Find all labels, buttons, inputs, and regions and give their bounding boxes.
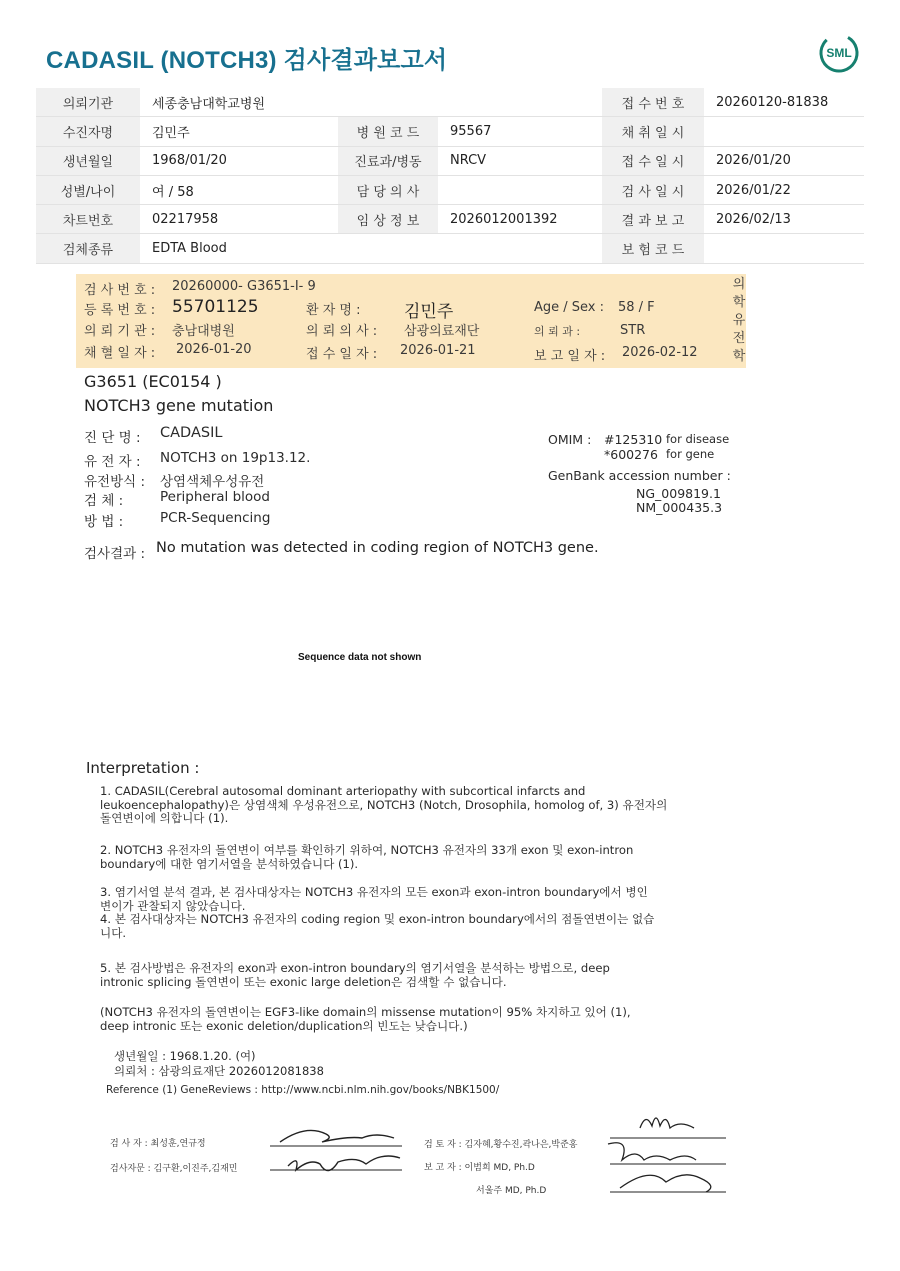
doctor-value (438, 175, 602, 204)
receipt-no-value: 20260120-81838 (704, 88, 864, 117)
sample-value: Peripheral blood (160, 489, 270, 505)
collect-date-value (704, 117, 864, 146)
doctor-label: 담 당 의 사 (338, 175, 438, 204)
tester-label: 검 사 자 : 최성훈,연규정 (110, 1139, 206, 1149)
interpretation-dob: 생년월일 : 1968.1.20. (여) (114, 1049, 256, 1063)
insurance-label: 보 험 코 드 (602, 234, 704, 263)
omim-label: OMIM : (548, 432, 592, 447)
receipt-date-value: 2026/01/20 (704, 146, 864, 175)
hospital-code-value: 95567 (438, 117, 602, 146)
genbank-label: GenBank accession number : (548, 468, 731, 483)
reviewer-label: 검 토 자 : 김자혜,황수진,곽나은,박준홍 (424, 1140, 578, 1150)
interpretation-p2: 2. NOTCH3 유전자의 돌연변이 여부를 확인하기 위하여, NOTCH3 유전자의 33개 exon 및 exon-intron boundary에 대한 염기서열을 분석하였습니다 (1). (100, 843, 634, 871)
scan-report: 2026-02-12 (622, 345, 698, 360)
advisor-label: 검사자문 : 김구환,이진주,김재민 (110, 1164, 238, 1174)
test-date-value: 2026/01/22 (704, 175, 864, 204)
dob-value: 1968/01/20 (140, 146, 338, 175)
scan-patient: 김민주 (404, 302, 454, 322)
inheritance-value: 상염색체우성유전 (160, 474, 265, 490)
diagnosis-value: CADASIL (160, 425, 223, 441)
scan-doctor-label: 의 뢰 의 사 : (306, 324, 378, 339)
reference: Reference (1) GeneReviews : http://www.ncbi.nlm.nih.gov/books/NBK1500/ (106, 1084, 500, 1096)
dept-label: 진료과/병동 (338, 146, 438, 175)
gene-label: 유 전 자 : (84, 454, 141, 470)
page-title: CADASIL (NOTCH3) 검사결과보고서 (46, 47, 448, 74)
scan-draw: 2026-01-20 (176, 342, 252, 357)
chart-label: 차트번호 (36, 205, 140, 234)
sample-label: 검 체 : (84, 493, 124, 509)
receipt-no-label: 접 수 번 호 (602, 88, 704, 117)
method-value: PCR-Sequencing (160, 510, 271, 526)
interpretation-p4: 5. 본 검사방법은 유전자의 exon과 exon-intron boundary의 염기서열을 분석하는 방법으로, deep intronic splicing 돌연변이 또는 exonic large deletion은 검색할 수 없습니다. (100, 961, 610, 989)
scan-receipt-label: 접 수 일 자 : (306, 347, 378, 362)
test-code: G3651 (EC0154 ) (84, 372, 222, 391)
requesting-org-value: 세종충남대학교병원 (140, 88, 602, 117)
diagnosis-label: 진 단 명 : (84, 430, 141, 446)
scan-dept-label: 의 뢰 과 : (534, 325, 581, 338)
omim-gene: *600276 (604, 447, 658, 462)
collect-date-label: 채 취 일 시 (602, 117, 704, 146)
chart-value: 02217958 (140, 205, 338, 234)
genbank-nm: NM_000435.3 (636, 500, 723, 515)
dob-label: 생년월일 (36, 146, 140, 175)
scan-doctor: 삼광의료재단 (404, 324, 480, 339)
interpretation-heading: Interpretation : (86, 759, 200, 777)
scan-reg-no: 55701125 (172, 297, 259, 317)
scan-age-sex: 58 / F (618, 300, 655, 315)
scan-draw-label: 채 혈 일 자 : (84, 346, 156, 361)
omim-gene-note: for gene (666, 447, 715, 461)
result-value: No mutation was detected in coding region of NOTCH3 gene. (156, 540, 599, 556)
scan-org-label: 의 뢰 기 관 : (84, 324, 156, 339)
dept-value: NRCV (438, 146, 602, 175)
scan-dept: STR (620, 323, 646, 338)
scan-age-sex-label: Age / Sex : (534, 300, 605, 315)
genbank-ng: NG_009819.1 (636, 486, 721, 501)
method-label: 방 법 : (84, 514, 124, 530)
interpretation-requester: 의뢰처 : 삼광의료재단 2026012081838 (114, 1064, 324, 1078)
report-date-label: 결 과 보 고 (602, 205, 704, 234)
specimen-label: 검체종류 (36, 234, 140, 263)
sequence-note: Sequence data not shown (298, 652, 422, 663)
scan-patient-label: 환 자 명 : (306, 303, 361, 318)
interpretation-p3: 3. 염기서열 분석 결과, 본 검사대상자는 NOTCH3 유전자의 모든 exon과 exon-intron boundary에서 병인 변이가 관찰되지 않았습니다. 4. 본 검사대상자는 NOTCH3 유전자의 coding region 및 exon-intron boundary에서의 점돌연변이는 없습 니다. (100, 885, 655, 940)
patient-value: 김민주 (140, 117, 338, 146)
result-label: 검사결과 : (84, 546, 146, 562)
reviewer-signature (600, 1108, 730, 1198)
scan-reg-no-label: 등 록 번 호 : (84, 303, 156, 318)
omim-disease-note: for disease (666, 432, 730, 446)
scan-side-label: 의학유전학 (732, 277, 746, 364)
sex-age-label: 성별/나이 (36, 175, 140, 204)
receipt-date-label: 접 수 일 시 (602, 146, 704, 175)
logo-text: SML (826, 46, 852, 60)
scan-receipt: 2026-01-21 (400, 343, 476, 358)
sml-logo (818, 32, 860, 74)
scan-org: 충남대병원 (172, 324, 235, 339)
inheritance-label: 유전방식 : (84, 474, 146, 490)
clinical-value: 2026012001392 (438, 205, 602, 234)
clinical-label: 임 상 정 보 (338, 205, 438, 234)
sex-age-value: 여 / 58 (140, 175, 338, 204)
omim-disease: #125310 (604, 432, 663, 447)
gene-value: NOTCH3 on 19p13.12. (160, 450, 311, 466)
insurance-value (704, 234, 864, 263)
hospital-code-label: 병 원 코 드 (338, 117, 438, 146)
tester-signature (266, 1112, 406, 1192)
test-name: NOTCH3 gene mutation (84, 396, 274, 415)
interpretation-p1: 1. CADASIL(Cerebral autosomal dominant arteriopathy with subcortical infarcts and leukoencephalopathy)은 상염색체 우성유전으로, NOTCH3 (Notch, Drosophila, homolog of, 3) 유전자의 돌연변이에 의합니다 (1). (100, 784, 668, 826)
patient-label: 수진자명 (36, 117, 140, 146)
scan-test-no-label: 검 사 번 호 : (84, 283, 156, 298)
test-date-label: 검 사 일 시 (602, 175, 704, 204)
scan-report-label: 보 고 일 자 : (534, 349, 606, 364)
interpretation-p5: (NOTCH3 유전자의 돌연변이는 EGF3-like domain의 missense mutation이 95% 차지하고 있어 (1), deep intronic 또는 exonic deletion/duplication의 빈도는 낮습니다.) (100, 1005, 631, 1033)
requesting-org-label: 의뢰기관 (36, 88, 140, 117)
specimen-value: EDTA Blood (140, 234, 602, 263)
report-date-value: 2026/02/13 (704, 205, 864, 234)
scan-test-no: 20260000- G3651-I- 9 (172, 279, 316, 294)
reporter-label: 보 고 자 : 이범희 MD, Ph.D (424, 1163, 535, 1173)
reporter2-label: 서울주 MD, Ph.D (476, 1186, 547, 1196)
patient-info-table (36, 88, 864, 264)
